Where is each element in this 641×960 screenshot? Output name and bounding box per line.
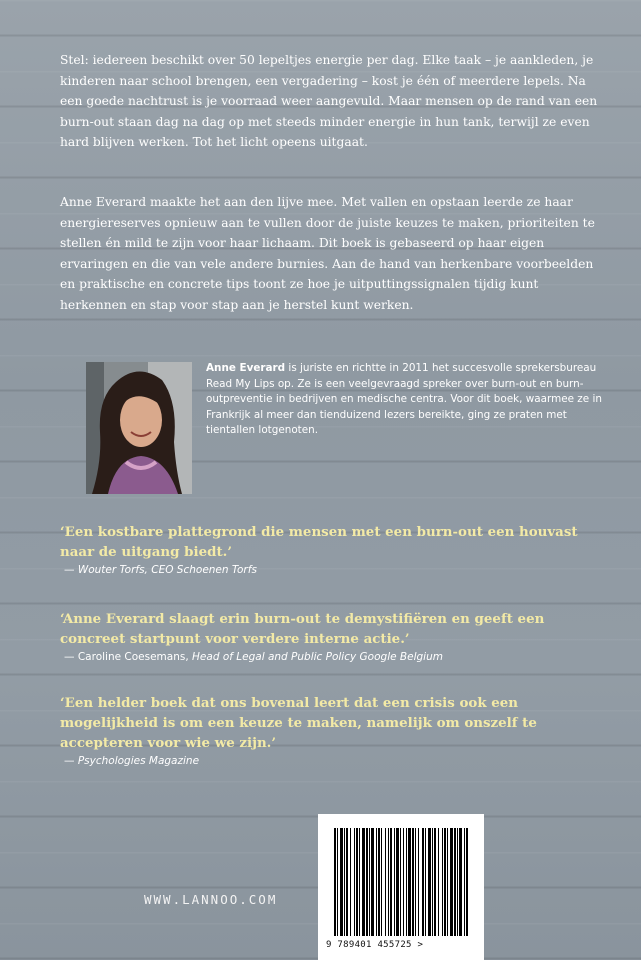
barcode-bar [400, 828, 401, 936]
barcode-bar [388, 828, 389, 936]
barcode-bar [428, 828, 431, 936]
barcode-bar [334, 828, 336, 936]
barcode-bar [442, 828, 443, 936]
quote-2 [60, 609, 580, 665]
barcode-bar [340, 828, 343, 936]
barcode-bar [337, 828, 338, 936]
barcode-bar [378, 828, 380, 936]
barcode-bar [434, 828, 436, 936]
barcode-bar [459, 828, 462, 936]
barcode-bar [454, 828, 456, 936]
barcode-bar [415, 828, 416, 936]
barcode-bar [390, 828, 392, 936]
publisher-website: WWW.LANNOO.COM [144, 892, 278, 907]
quote-3 [60, 693, 580, 769]
attribution-role: Head of Legal and Public Policy Google Belgium [192, 651, 443, 663]
author-photo [86, 362, 192, 494]
barcode-bar [344, 828, 345, 936]
barcode-bar [359, 828, 360, 936]
barcode-bar [394, 828, 395, 936]
author-name: Anne Everard [206, 362, 286, 374]
barcode-bar [408, 828, 411, 936]
author-bio-text: is juriste en richtte in 2011 het succesvolle sprekersbureau Read My Lips op. Ze is een veelgevraagd spreker over burn-out en burn-outpreventie in bedrijven en medische centra. Voor dit boek, waarmee ze in Frankrijk al meer dan tienduizend lezers bereikte, ging ze praten met tientallen lotgenoten. [206, 362, 602, 437]
quote-attribution [64, 753, 580, 769]
attribution-dash: — [64, 651, 78, 663]
author-bio [206, 361, 606, 439]
barcode-bar [381, 828, 382, 936]
barcode-bar [406, 828, 407, 936]
barcode-bar [466, 828, 468, 936]
barcode-bar [425, 828, 426, 936]
barcode-bars [334, 828, 468, 936]
attribution-source: Caroline Coesemans, [77, 651, 193, 663]
barcode-bar [432, 828, 433, 936]
attribution-dash: — [64, 755, 78, 767]
barcode [318, 814, 484, 960]
attribution-source: Wouter Torfs, CEO Schoenen Torfs [77, 564, 257, 576]
barcode-bar [447, 828, 448, 936]
barcode-bar [362, 828, 365, 936]
barcode-bar [371, 828, 374, 936]
barcode-bar [396, 828, 399, 936]
barcode-bar [376, 828, 377, 936]
blurb-paragraph-2: Anne Everard maakte het aan den lijve mee. Met vallen en opstaan leerde ze haar energiereserves opnieuw aan te vullen door de juiste keuzes te maken, prioriteiten te stellen én mild te zijn voor haar lichaam. Dit boek is gebaseerd op haar eigen ervaringen en die van vele andere burnies. Aan de hand van herkenbare voorbeelden en praktische en concrete tips toont ze hoe je uitputtingssignalen tijdig kunt herkennen en stap voor stap aan je herstel kunt werken. [60, 195, 595, 312]
quote-text: ‘Anne Everard slaagt erin burn-out te demystifiëren en geeft een concreet startpunt voor verdere interne actie.’ [60, 611, 545, 647]
barcode-bar [356, 828, 358, 936]
barcode-bar [418, 828, 419, 936]
quote-text: ‘Een helder boek dat ons bovenal leert dat een crisis ook een mogelijkheid is om een keuze te maken, namelijk om onszelf te accepteren voor wie we zijn.’ [60, 695, 537, 751]
barcode-bar [366, 828, 368, 936]
barcode-bar [422, 828, 424, 936]
barcode-bar [369, 828, 370, 936]
barcode-bar [450, 828, 453, 936]
quote-1 [60, 522, 580, 578]
barcode-number: 9 789401 455725 > [326, 940, 424, 950]
barcode-bar [346, 828, 348, 936]
barcode-bar [457, 828, 458, 936]
barcode-bar [464, 828, 465, 936]
blurb-paragraph-1: Stel: iedereen beschikt over 50 lepeltjes energie per dag. Elke taak – je aankleden, je kinderen naar school brengen, een vergadering – kost je één of meerdere lepels. Na een goede nachtrust is je voorraad weer aangevuld. Maar mensen op de rand van een burn-out staan dag na dag op met steeds minder energie in hun tank, terwijl ze even hard blijven werken. Tot het licht opeens uitgaat. [60, 53, 598, 149]
quote-attribution [64, 649, 580, 665]
barcode-bar [438, 828, 439, 936]
quote-attribution [64, 562, 580, 578]
barcode-bar [444, 828, 446, 936]
attribution-source: Psychologies Magazine [77, 755, 200, 767]
barcode-bar [350, 828, 351, 936]
attribution-dash: — [64, 564, 78, 576]
quote-text: ‘Een kostbare plattegrond die mensen met een burn-out een houvast naar de uitgang biedt.’ [60, 524, 578, 560]
barcode-bar [385, 828, 386, 936]
barcode-bar [403, 828, 404, 936]
barcode-bar [412, 828, 414, 936]
barcode-bar [354, 828, 355, 936]
